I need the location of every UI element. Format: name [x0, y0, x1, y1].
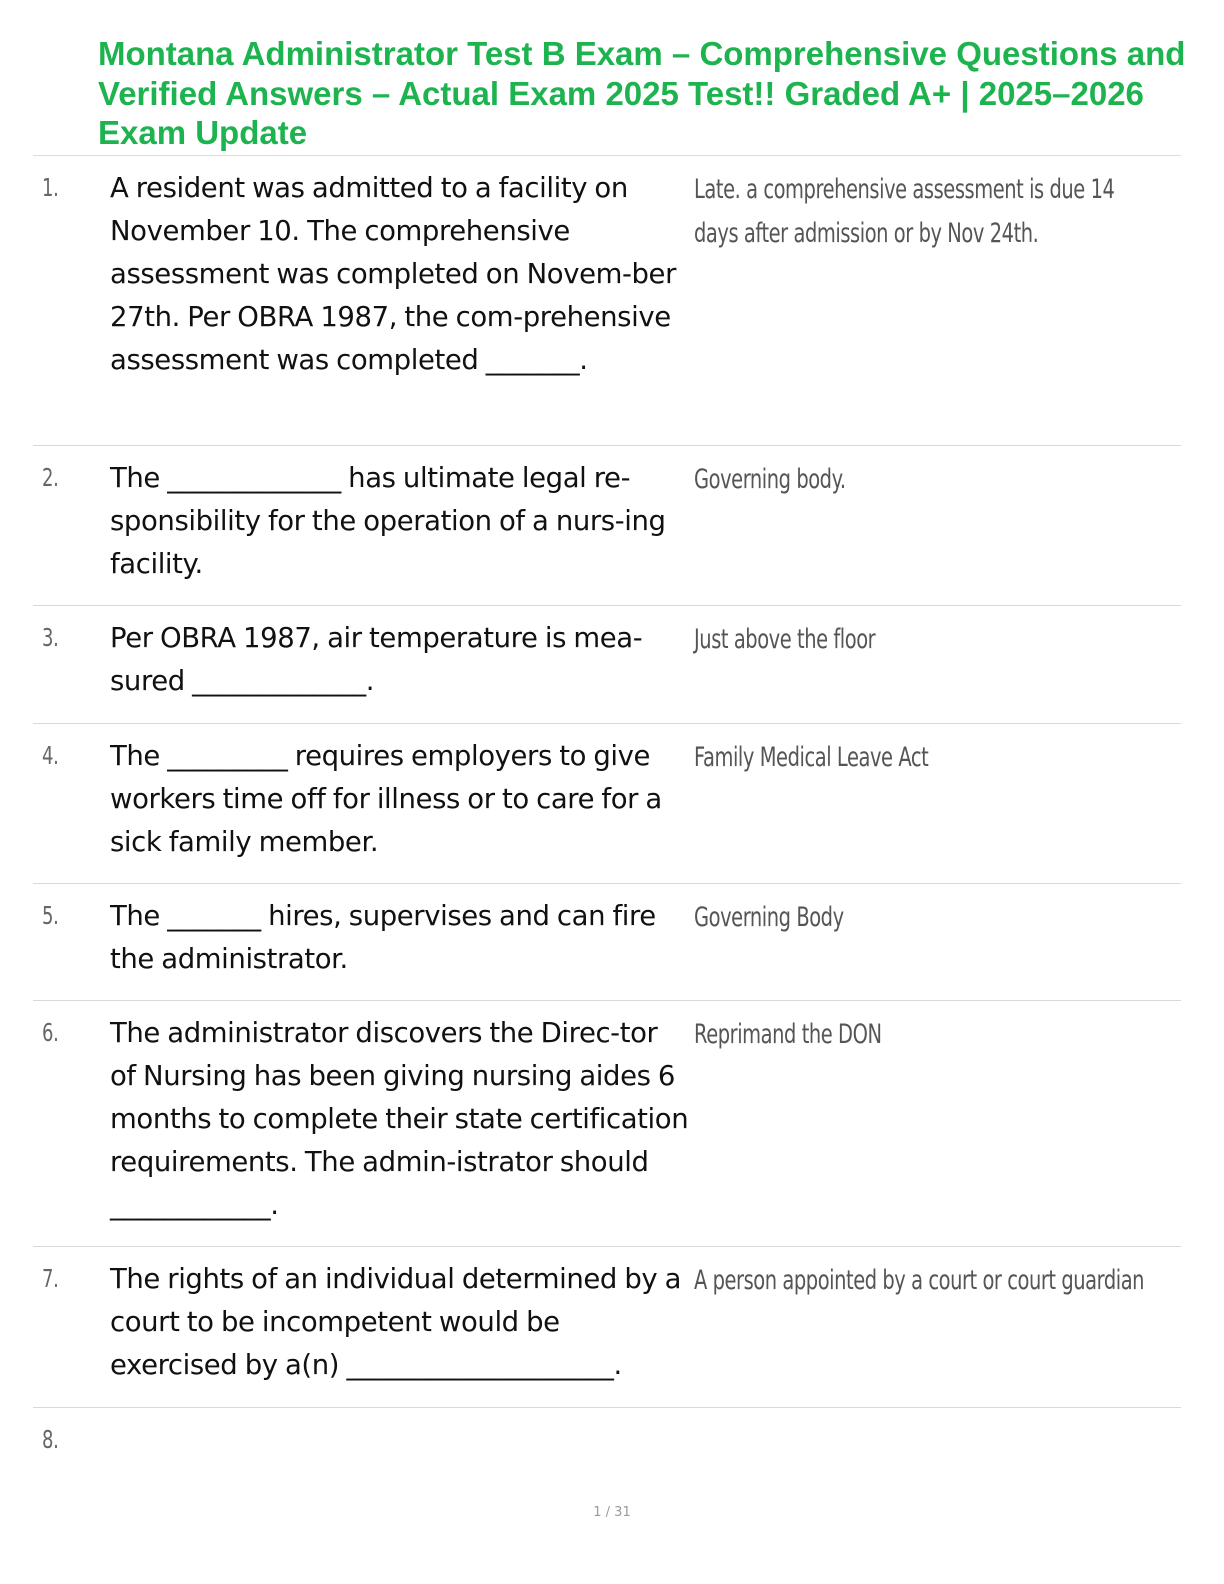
question-row [33, 606, 1181, 724]
answer-text: Late. a comprehensive assessment is due 14 days after admission or by Nov 24th. [694, 174, 1115, 249]
answer-text: A person appointed by a court or court guardian [694, 1265, 1145, 1296]
question-text: The _______ hires, supervises and can fire the administrator. [110, 900, 656, 975]
question-list [33, 156, 1181, 1478]
answer-text: Family Medical Leave Act [694, 742, 929, 773]
question-text: The rights of an individual determined by a court to be incompetent would be exercised by a(n) ____________________. [110, 1263, 682, 1381]
question-number: 7. [42, 1264, 59, 1293]
question-text: The administrator discovers the Direc-tor of Nursing has been giving nursing aides 6 months to complete their state certification requirements. The admin-istrator should ____________. [110, 1017, 689, 1221]
question-text: The _____________ has ultimate legal re-sponsibility for the operation of a nurs-ing facility. [110, 462, 666, 580]
question-row [33, 446, 1181, 606]
question-number: 6. [42, 1018, 59, 1047]
document-title: Montana Administrator Test B Exam – Comprehensive Questions and Verified Answers – Actual Exam 2025 Test!! Graded A+ | 2025–2026 Exam Update [98, 35, 1186, 151]
question-row [33, 1001, 1181, 1247]
question-row [33, 724, 1181, 884]
question-text: Per OBRA 1987, air temperature is mea-sured _____________. [110, 622, 643, 697]
question-number: 1. [42, 173, 59, 202]
question-row [33, 884, 1181, 1001]
answer-text: Reprimand the DON [694, 1019, 882, 1050]
question-row [33, 1247, 1181, 1408]
page-number: 1 / 31 [593, 1505, 631, 1520]
question-number: 5. [42, 901, 59, 930]
question-row [33, 1408, 1181, 1478]
answer-text: Governing body. [694, 464, 846, 495]
question-number: 3. [42, 623, 59, 652]
question-row [33, 156, 1181, 446]
question-text: The _________ requires employers to give workers time off for illness or to care for a sick family member. [110, 740, 662, 858]
question-number: 8. [42, 1425, 59, 1454]
question-number: 2. [42, 463, 59, 492]
answer-text: Just above the floor [694, 624, 876, 655]
answer-text: Governing Body [694, 902, 844, 933]
question-number: 4. [42, 741, 59, 770]
question-text: A resident was admitted to a facility on November 10. The comprehensive assessment was completed on Novem-ber 27th. Per OBRA 1987, the com-prehensive assessment was completed _______. [110, 172, 676, 376]
